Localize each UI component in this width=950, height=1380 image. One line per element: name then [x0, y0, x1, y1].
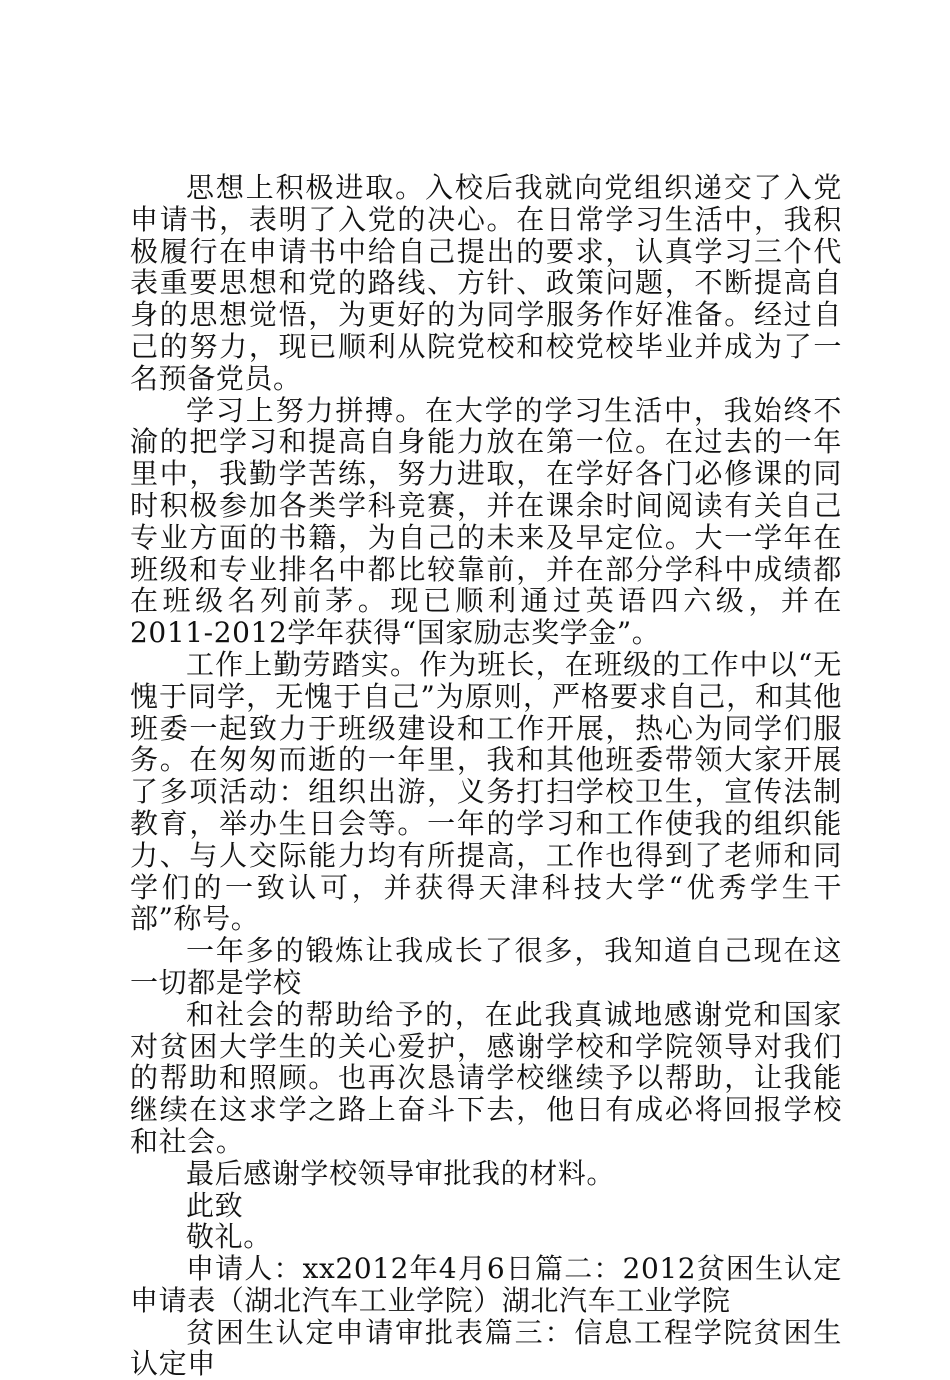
- document-body: [130, 172, 842, 1380]
- paragraph-growth: 一年多的锻炼让我成长了很多，我知道自己现在这一切都是学校: [130, 934, 842, 999]
- next-section-heading: 贫困生认定申请审批表篇三：信息工程学院贫困生认定申: [130, 1315, 842, 1380]
- closing-thanks: 最后感谢学校领导审批我的材料。: [186, 1156, 616, 1190]
- closing-salutation-1: 此致: [186, 1188, 244, 1222]
- paragraph-ideology: 思想上积极进取。入校后我就向党组织递交了入党申请书，表明了入党的决心。在日常学习生活中，我积极履行在申请书中给自己提出的要求，认真学习三个代表重要思想和党的路线、方针、政策问题，不断提高自身的思想觉悟，为更好的为同学服务作好准备。经过自己的努力，现已顺利从院党校和校党校毕业并成为了一名预备党员。: [130, 171, 842, 395]
- paragraph-gratitude: 和社会的帮助给予的，在此我真诚地感谢党和国家对贫困大学生的关心爱护，感谢学校和学院领导对我们的帮助和照顾。也再次恳请学校继续予以帮助，让我能继续在这求学之路上奋斗下去，他日有成必将回报学校和社会。: [130, 997, 842, 1158]
- paragraph-work: 工作上勤劳踏实。作为班长，在班级的工作中以“无愧于同学，无愧于自己”为原则，严格要求自己，和其他班委一起致力于班级建设和工作开展，热心为同学们服务。在匆匆而逝的一年里，我和其他班委带领大家开展了多项活动：组织出游，义务打扫学校卫生，宣传法制教育，举办生日会等。一年的学习和工作使我的组织能力、与人交际能力均有所提高，工作也得到了老师和同学们的一致认可，并获得天津科技大学“优秀学生干部”称号。: [130, 647, 842, 936]
- closing-salutation-2: 敬礼。: [186, 1220, 272, 1254]
- paragraph-study: 学习上努力拼搏。在大学的学习生活中，我始终不渝的把学习和提高自身能力放在第一位。在过去的一年里中，我勤学苦练，努力进取，在学好各门必修课的同时积极参加各类学科竞赛，并在课余时间阅读有关自己专业方面的书籍，为自己的未来及早定位。大一学年在班级和专业排名中都比较靠前，并在部分学科中成绩都在班级名列前茅。现已顺利通过英语四六级，并在2011-2012学年获得“国家励志奖学金”。: [130, 393, 842, 650]
- applicant-and-next-section: 申请人：xx2012年4月6日篇二：2012贫困生认定申请表（湖北汽车工业学院）湖北汽车工业学院: [130, 1252, 842, 1317]
